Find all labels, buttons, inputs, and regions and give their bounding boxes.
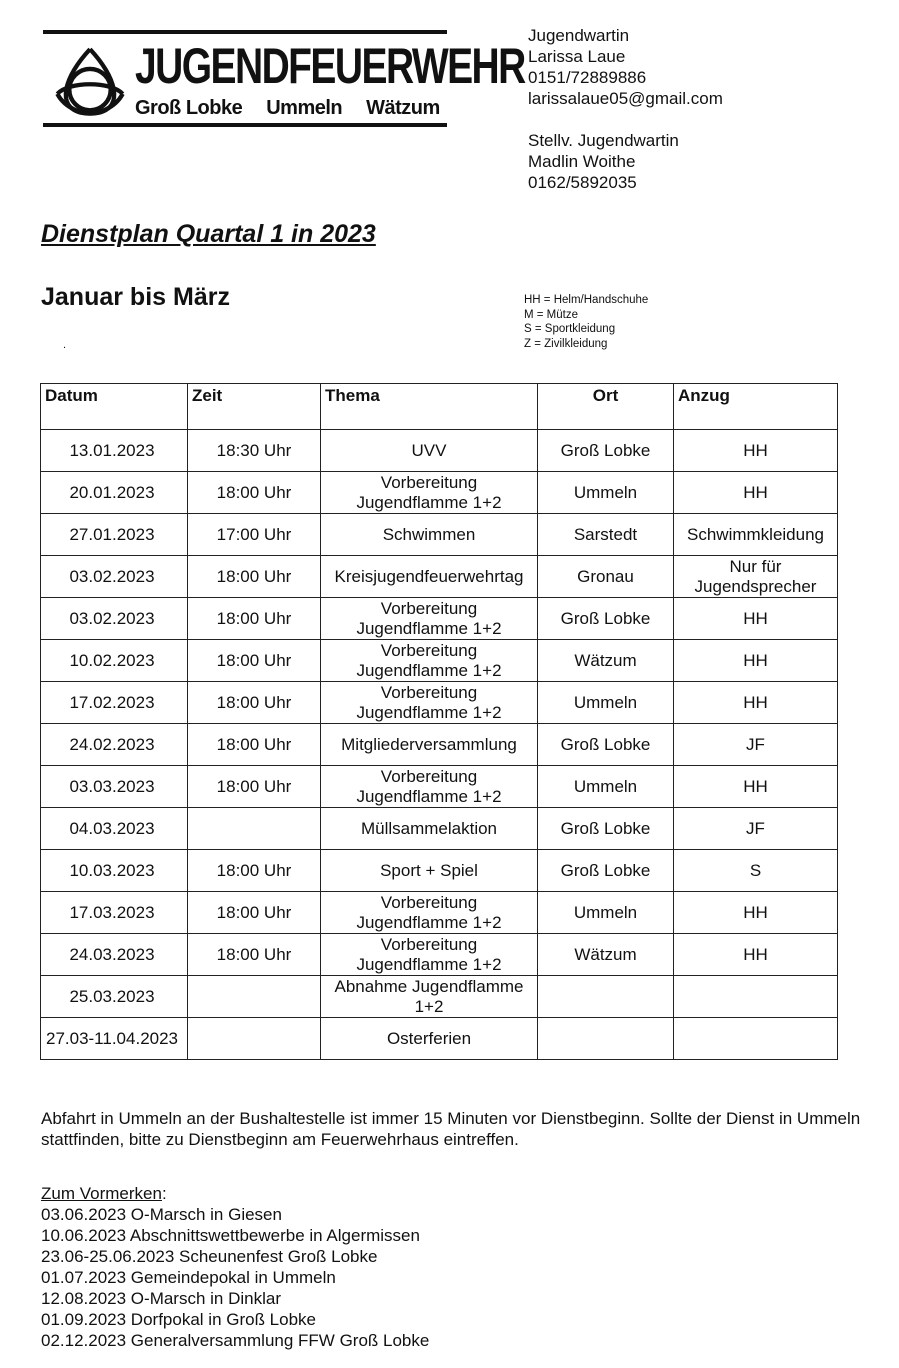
legend-item: Z = Zivilkleidung bbox=[524, 337, 608, 350]
cell-anzug bbox=[674, 1018, 838, 1060]
cell-zeit: 17:00 Uhr bbox=[188, 514, 321, 556]
header-zeit: Zeit bbox=[188, 384, 321, 430]
cell-zeit: 18:00 Uhr bbox=[188, 556, 321, 598]
header-anzug: Anzug bbox=[674, 384, 838, 430]
cell-datum: 20.01.2023 bbox=[41, 472, 188, 514]
cell-ort bbox=[538, 976, 674, 1018]
logo-name: JUGENDFEUERWEHR bbox=[135, 38, 525, 94]
save-the-date-item: 23.06-25.06.2023 Scheunenfest Groß Lobke bbox=[41, 1247, 378, 1266]
cell-anzug: HH bbox=[674, 430, 838, 472]
cell-anzug: HH bbox=[674, 598, 838, 640]
cell-anzug: Nur für Jugendsprecher bbox=[674, 556, 838, 598]
cell-thema: Schwimmen bbox=[321, 514, 538, 556]
cell-datum: 04.03.2023 bbox=[41, 808, 188, 850]
uniform-legend bbox=[524, 293, 648, 351]
cell-anzug: HH bbox=[674, 892, 838, 934]
logo-town: Ummeln bbox=[266, 97, 343, 119]
cell-datum: 24.03.2023 bbox=[41, 934, 188, 976]
legend-item: HH = Helm/Handschuhe bbox=[524, 294, 649, 306]
table-row bbox=[41, 976, 838, 1018]
table-row bbox=[41, 934, 838, 976]
cell-zeit bbox=[188, 808, 321, 850]
cell-thema: Mitgliederversammlung bbox=[321, 724, 538, 766]
cell-zeit: 18:00 Uhr bbox=[188, 640, 321, 682]
cell-thema: Osterferien bbox=[321, 1018, 538, 1060]
cell-ort: Groß Lobke bbox=[538, 850, 674, 892]
cell-anzug: S bbox=[674, 850, 838, 892]
save-the-date-item: 02.12.2023 Generalversammlung FFW Groß Lobke bbox=[41, 1331, 430, 1350]
table-row bbox=[41, 850, 838, 892]
table-row bbox=[41, 430, 838, 472]
save-the-date-item: 01.09.2023 Dorfpokal in Groß Lobke bbox=[41, 1310, 317, 1329]
cell-zeit bbox=[188, 976, 321, 1018]
cell-anzug bbox=[674, 976, 838, 1018]
cell-thema: Vorbereitung Jugendflamme 1+2 bbox=[321, 472, 538, 514]
cell-datum: 13.01.2023 bbox=[41, 430, 188, 472]
cell-thema: Vorbereitung Jugendflamme 1+2 bbox=[321, 682, 538, 724]
legend-item: M = Mütze bbox=[524, 308, 579, 321]
save-the-date-list: Zum Vormerken: 03.06.2023 O-Marsch in Giesen 10.06.2023 Abschnittswettbewerbe in Algermissen 23.06-25.06.2023 Scheunenfest Groß Lobke 01.07.2023 Gemeindepokal in Ummeln 12.08.2023 O-Marsch in Dinklar 01.09.2023 Dorfpokal in Groß Lobke 02.12.2023 Generalversammlung FFW Groß Lobke bbox=[41, 1184, 430, 1350]
cell-zeit: 18:00 Uhr bbox=[188, 892, 321, 934]
contact-name: Larissa Laue bbox=[528, 47, 626, 66]
cell-anzug: HH bbox=[674, 682, 838, 724]
cell-ort: Sarstedt bbox=[538, 514, 674, 556]
table-row bbox=[41, 724, 838, 766]
cell-ort: Wätzum bbox=[538, 640, 674, 682]
cell-zeit: 18:30 Uhr bbox=[188, 430, 321, 472]
cell-thema: Vorbereitung Jugendflamme 1+2 bbox=[321, 640, 538, 682]
cell-datum: 24.02.2023 bbox=[41, 724, 188, 766]
schedule-table bbox=[40, 383, 838, 1060]
cell-thema: Müllsammelaktion bbox=[321, 808, 538, 850]
logo-towns bbox=[135, 96, 440, 120]
page-title: Dienstplan Quartal 1 in 2023 bbox=[41, 220, 376, 248]
cell-thema: Vorbereitung Jugendflamme 1+2 bbox=[321, 934, 538, 976]
cell-thema: Kreisjugendfeuerwehrtag bbox=[321, 556, 538, 598]
cell-ort: Ummeln bbox=[538, 892, 674, 934]
page-subtitle: Januar bis März bbox=[41, 283, 230, 311]
cell-anzug: HH bbox=[674, 472, 838, 514]
cell-thema: Vorbereitung Jugendflamme 1+2 bbox=[321, 766, 538, 808]
cell-zeit: 18:00 Uhr bbox=[188, 934, 321, 976]
table-row bbox=[41, 892, 838, 934]
table-row bbox=[41, 472, 838, 514]
cell-datum: 03.03.2023 bbox=[41, 766, 188, 808]
cell-thema: Sport + Spiel bbox=[321, 850, 538, 892]
logo-town: Groß Lobke bbox=[135, 97, 243, 119]
contact-block bbox=[528, 25, 723, 193]
deputy-role: Stellv. Jugendwartin bbox=[528, 131, 679, 150]
cell-zeit: 18:00 Uhr bbox=[188, 472, 321, 514]
cell-anzug: JF bbox=[674, 724, 838, 766]
cell-anzug: HH bbox=[674, 640, 838, 682]
contact-role: Jugendwartin bbox=[528, 26, 630, 45]
cell-datum: 27.01.2023 bbox=[41, 514, 188, 556]
cell-zeit: 18:00 Uhr bbox=[188, 598, 321, 640]
cell-datum: 25.03.2023 bbox=[41, 976, 188, 1018]
cell-zeit: 18:00 Uhr bbox=[188, 682, 321, 724]
cell-ort: Groß Lobke bbox=[538, 808, 674, 850]
cell-ort: Ummeln bbox=[538, 766, 674, 808]
header-thema: Thema bbox=[321, 384, 538, 430]
cell-ort: Groß Lobke bbox=[538, 430, 674, 472]
cell-zeit: 18:00 Uhr bbox=[188, 850, 321, 892]
contact-phone: 0151/72889886 bbox=[528, 68, 647, 87]
cell-thema: Abnahme Jugendflamme 1+2 bbox=[321, 976, 538, 1018]
table-row bbox=[41, 766, 838, 808]
cell-ort: Groß Lobke bbox=[538, 598, 674, 640]
header-ort: Ort bbox=[538, 384, 674, 430]
cell-datum: 17.03.2023 bbox=[41, 892, 188, 934]
save-the-date-item: 01.07.2023 Gemeindepokal in Ummeln bbox=[41, 1268, 336, 1287]
legend-item: S = Sportkleidung bbox=[524, 323, 616, 335]
table-row bbox=[41, 1018, 838, 1060]
cell-datum: 17.02.2023 bbox=[41, 682, 188, 724]
cell-ort: Wätzum bbox=[538, 934, 674, 976]
cell-thema: UVV bbox=[321, 430, 538, 472]
cell-datum: 10.02.2023 bbox=[41, 640, 188, 682]
table-row bbox=[41, 556, 838, 598]
contact-email[interactable]: larissalaue05@gmail.com bbox=[528, 89, 723, 108]
cell-anzug: HH bbox=[674, 934, 838, 976]
table-row bbox=[41, 682, 838, 724]
save-the-date-item: 03.06.2023 O-Marsch in Giesen bbox=[41, 1205, 282, 1224]
cell-thema: Vorbereitung Jugendflamme 1+2 bbox=[321, 598, 538, 640]
cell-ort: Groß Lobke bbox=[538, 724, 674, 766]
cell-datum: 03.02.2023 bbox=[41, 556, 188, 598]
cell-ort: Gronau bbox=[538, 556, 674, 598]
table-row bbox=[41, 514, 838, 556]
cell-datum: 27.03-11.04.2023 bbox=[41, 1018, 188, 1060]
table-row bbox=[41, 598, 838, 640]
logo-town: Wätzum bbox=[366, 97, 440, 119]
cell-anzug: JF bbox=[674, 808, 838, 850]
cell-zeit: 18:00 Uhr bbox=[188, 724, 321, 766]
stray-mark: . bbox=[63, 339, 67, 351]
cell-datum: 03.02.2023 bbox=[41, 598, 188, 640]
cell-zeit bbox=[188, 1018, 321, 1060]
save-the-date-heading: Zum Vormerken bbox=[41, 1184, 162, 1203]
save-the-date-item: 10.06.2023 Abschnittswettbewerbe in Algermissen bbox=[41, 1226, 420, 1245]
cell-ort bbox=[538, 1018, 674, 1060]
cell-ort: Ummeln bbox=[538, 682, 674, 724]
deputy-name: Madlin Woithe bbox=[528, 152, 636, 171]
cell-zeit: 18:00 Uhr bbox=[188, 766, 321, 808]
cell-datum: 10.03.2023 bbox=[41, 850, 188, 892]
table-row bbox=[41, 808, 838, 850]
departure-note: Abfahrt in Ummeln an der Bushaltestelle ist immer 15 Minuten vor Dienstbeginn. Sollte der Dienst in Ummeln stattfinden, bitte zu Dienstbeginn am Feuerwehrhaus eintreffen. bbox=[41, 1109, 861, 1149]
header-datum: Datum bbox=[41, 384, 188, 430]
table-header-row bbox=[41, 384, 838, 430]
triquetra-knot-icon bbox=[47, 42, 133, 120]
cell-anzug: HH bbox=[674, 766, 838, 808]
save-the-date-item: 12.08.2023 O-Marsch in Dinklar bbox=[41, 1289, 282, 1308]
cell-thema: Vorbereitung Jugendflamme 1+2 bbox=[321, 892, 538, 934]
cell-ort: Ummeln bbox=[538, 472, 674, 514]
logo bbox=[43, 30, 525, 127]
deputy-phone: 0162/5892035 bbox=[528, 173, 637, 192]
cell-anzug: Schwimmkleidung bbox=[674, 514, 838, 556]
table-row bbox=[41, 640, 838, 682]
